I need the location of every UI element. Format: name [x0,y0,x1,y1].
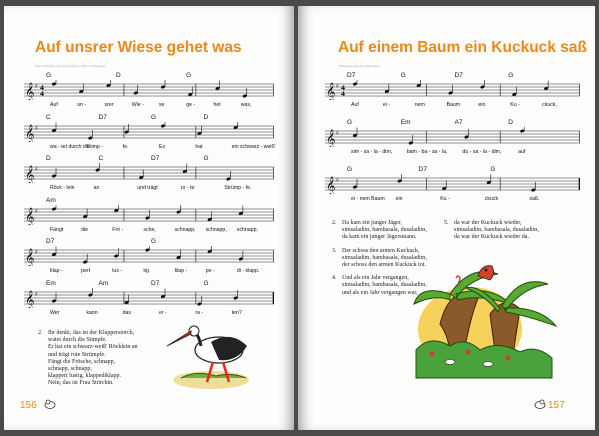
verse-line: schnapp, schnapp, [48,366,92,373]
time-signature-icon: 4 [341,85,346,92]
lyric-syllable: Sümp - [86,143,104,150]
verse-line: Ihr denkt, das ist der Klapperstorch, [48,330,135,336]
lyric-syllable: sim - sa - la - dim, [351,149,393,155]
key-signature-icon: ♯ [35,83,38,90]
music-system [24,238,274,278]
lyric-syllable: Röck - lein [50,185,75,191]
lyric-syllable: klap - [174,268,188,274]
chord-symbol: G [347,119,353,126]
verse-line: Da kam ein junger Jäger, [342,220,402,226]
staff [325,174,580,194]
chord-symbol: G [400,72,406,79]
lyric-syllable: lus - [112,268,123,274]
key-signature-icon: ♯ [35,124,38,132]
left-page [4,6,294,430]
chord-symbol: Em [46,279,56,287]
song-title: Auf unsrer Wiese gehet was [35,39,242,56]
lyric-syllable: das [122,309,132,316]
music-system [325,72,580,117]
verse-line: da war der Kuckuck wieder da. [454,234,529,241]
chord-symbol: G [490,166,496,173]
chord-symbol: D [203,113,209,121]
staff [325,127,580,147]
music-system [24,72,274,112]
chord-symbol: D7 [98,113,107,121]
verse-line: da kam ein junger Jägersmann. [342,234,417,241]
lyric-syllable: schnapp, [236,226,258,233]
lyric-syllable: nem [414,102,425,108]
verse-line: Er hat ein schwarz-weiß' Röcklein an [48,344,138,351]
lyric-syllable: klap - [50,268,63,274]
pigeon-icon [534,398,546,410]
verse-line: watet durch die Sümpfe. [48,337,107,344]
lyric-syllable: ge - [186,102,196,108]
lyric-syllable: hat [195,143,203,150]
chord-symbol: D7 [418,166,427,173]
music-system [24,197,274,237]
lyric-syllable: Ku - [510,102,520,108]
chord-symbol: G [186,72,192,79]
lyric-syllable: auf [518,149,526,155]
chord-symbol: G [151,238,157,245]
lyric-syllable: di - klapp. [236,268,260,274]
verse-line: da war der Kuckuck wieder, [454,220,522,226]
lyric-syllable: ein [395,196,403,202]
chord-symbol: G [508,72,514,79]
key-signature-icon: ♯ [35,290,38,298]
verse-line: und trägt rote Strümpfe. [48,351,106,358]
treble-clef-icon: 𝄞 [326,82,336,100]
lyric-syllable: schnapp, [205,226,227,233]
key-signature-icon: ♯ [35,207,38,215]
lyric-syllable: het [213,102,221,108]
lyric-syllable: pert [81,268,91,274]
verse-number: 2. [332,220,337,226]
chord-symbol: C [98,155,104,162]
staff [24,205,274,225]
chord-symbol: D7 [347,72,356,79]
chord-symbol: Am [46,196,56,204]
key-signature-icon: ♯ [336,83,339,90]
lyric-syllable: fe. [122,143,129,150]
verse-line: und als ein Jahr vergangen war, [342,289,418,296]
key-signature-icon: ♯ [35,249,38,256]
verse-number: 4. [332,275,337,282]
verse-line: simsaladim, bambasala, dusaladim, [454,227,539,234]
notation-caption: Text & Melodie: aus Deutschland, 1840 / Volksliedgut [35,64,106,68]
time-signature-icon: 4 [40,91,45,98]
lyric-syllable: Frö - [112,226,124,233]
chord-symbol: G [46,72,52,79]
treble-clef-icon: 𝄞 [25,248,35,266]
chord-symbol: A7 [454,119,463,126]
chord-symbol: G [203,155,209,162]
lyric-syllable: wa - tet durch die [50,143,90,150]
lyric-syllable: bam - ba - sa - la, [406,149,448,155]
lyric-syllable: sche, [143,226,156,233]
lyric-syllable: Wer [50,309,60,316]
lyric-syllable: er - [159,309,167,316]
lyric-syllable: se [159,102,165,108]
verse-line: der schoss den armen Kuckuck tot. [342,262,426,268]
treble-clef-icon: 𝄞 [25,82,35,100]
lyric-syllable: ei - [382,102,391,108]
key-signature-icon: ♯ [336,130,339,137]
lyric-syllable: Es [159,143,166,150]
staff [24,288,274,308]
chord-symbol: C [46,113,51,121]
lyric-syllable: an [93,185,100,191]
chord-symbol: G [151,113,157,121]
music-system [325,119,580,164]
verse-line: Der schoss den armen Kuckuck, [342,247,420,254]
staff [24,163,274,183]
lyric-syllable: ein [478,102,486,108]
verse-line: klappert lustig, klappediklapp. [48,373,121,380]
lyric-syllable: Strümp - fe. [224,185,252,191]
treble-clef-icon: 𝄞 [25,206,35,225]
verse-line: simsaladim, bambasala, dusaladim, [342,282,427,289]
verse-number: 3. [332,247,337,254]
lyric-syllable: un - [77,102,87,108]
stork-illustration [161,322,251,394]
lyric-syllable: Fängt [50,226,64,233]
key-signature-icon: ♯ [336,177,339,184]
time-signature-icon: 4 [40,85,45,92]
treble-clef-icon: 𝄞 [25,123,35,142]
chord-symbol: D [116,72,121,79]
notation-caption: Volksweise aus dem Rheinland [338,64,380,68]
lyric-syllable: ten? [231,309,242,316]
lyric-syllable: Baum [446,102,461,108]
chord-symbol: G [347,166,353,173]
verse-line: simsaladim, bambasala, dusaladim, [342,254,427,261]
music-system [325,166,580,211]
pigeon-icon [44,398,56,410]
key-signature-icon: ♯ [35,166,38,173]
lyric-syllable: tig [143,268,149,274]
time-signature-icon: 4 [341,91,346,98]
lyric-syllable: Ku - [440,196,450,202]
lyric-syllable: ckuck [484,196,499,202]
verse-number: 5. [444,220,449,226]
lyric-syllable: schnapp, [174,226,196,233]
verse [444,220,539,242]
music-system [24,280,274,320]
lyric-syllable: srer [104,102,114,108]
lyric-syllable: ei - nem Baum [351,196,385,202]
chord-symbol: D [508,119,513,126]
music-system [24,114,274,154]
lyric-syllable: saß. [529,196,540,202]
verse-line: Fängt die Frösche, schnapp, [48,358,116,365]
song-title: Auf einem Baum ein Kuckuck saß [338,39,587,56]
treble-clef-icon: 𝄞 [25,165,35,183]
lyric-syllable: die [81,226,89,233]
lyric-syllable: ckuck, [542,102,557,108]
staff [325,80,580,100]
lyric-syllable: kann [86,309,98,316]
chord-symbol: D7 [151,155,160,162]
treble-clef-icon: 𝄞 [326,176,336,194]
page-number: 156 [20,400,37,411]
verse [38,330,138,388]
lyric-syllable: pe - [205,268,215,274]
verse-line: Nein, das ist Frau Störchin. [48,380,114,387]
chord-symbol: Am [98,279,109,287]
staff [24,122,274,142]
verse-line: simsaladim, bambasala, dusaladim, [342,227,427,234]
page-number: 157 [548,400,565,411]
treble-clef-icon: 𝄞 [326,129,336,147]
chord-symbol: G [203,279,209,287]
staff [24,246,274,266]
chord-symbol: D7 [454,72,463,79]
lyric-syllable: Auf [50,102,58,108]
chord-symbol: D [46,155,51,162]
staff [24,80,274,100]
chord-symbol: D7 [46,238,55,245]
verse [332,220,427,242]
cuckoo-tree-illustration [410,254,560,384]
lyric-syllable: ra - [195,309,204,316]
verse-number: 2. [38,330,43,336]
lyric-syllable: du - sa - la - dim, [462,149,502,155]
right-page [298,6,595,430]
chord-symbol: Em [400,119,411,126]
lyric-syllable: und trägt [137,185,158,191]
music-system [24,155,274,195]
lyric-syllable: ein schwarz - weiß' [231,143,276,150]
lyric-syllable: was, [240,102,252,108]
chord-symbol: D7 [151,279,160,287]
verse-line: Und als ein Jahr vergangen, [342,275,409,282]
lyric-syllable: ro - te [180,185,195,191]
lyric-syllable: Wie - [131,102,144,108]
lyric-syllable: Auf [351,102,359,108]
treble-clef-icon: 𝄞 [25,289,35,308]
